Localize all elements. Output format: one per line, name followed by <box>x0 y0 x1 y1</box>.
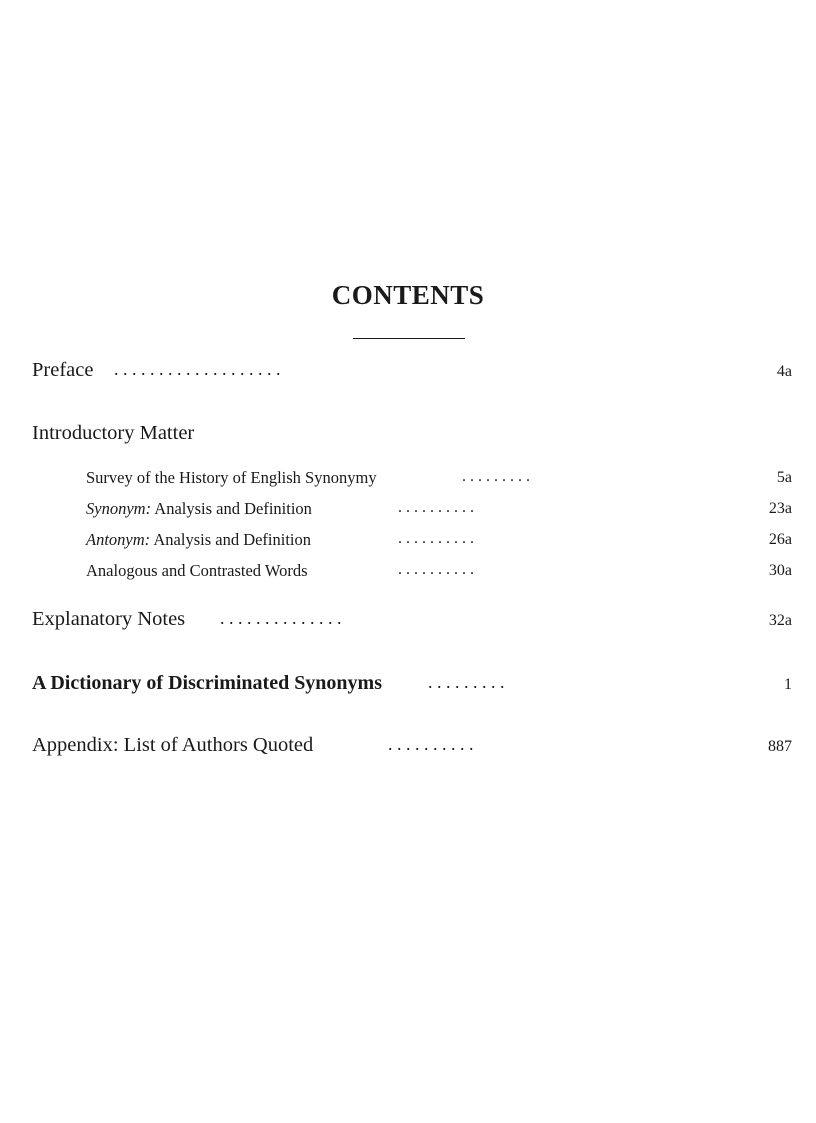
toc-entry-analogous[interactable] <box>86 557 792 585</box>
toc-entry-preface[interactable] <box>32 358 792 386</box>
toc-entry-dictionary[interactable] <box>32 671 792 699</box>
toc-entry-antonym[interactable] <box>86 526 792 554</box>
toc-label-rest: Analysis and Definition <box>151 499 312 518</box>
toc-heading-introductory: Introductory Matter <box>32 422 195 444</box>
toc-page-number: 30a <box>768 562 792 579</box>
toc-label: A Dictionary of Discriminated Synonyms <box>32 672 382 694</box>
toc-label: Survey of the History of English Synonymy <box>86 468 377 487</box>
leader-dots: . . . . . . . . . . <box>388 734 474 754</box>
toc-page-number: 5a <box>776 469 792 486</box>
toc-page-number: 26a <box>768 531 792 548</box>
toc-page-number: 887 <box>768 738 792 755</box>
leader-dots: . . . . . . . . . <box>462 468 530 485</box>
leader-dots: . . . . . . . . . . . . . . <box>220 608 342 628</box>
toc-label: Appendix: List of Authors Quoted <box>32 734 314 756</box>
toc-page-number: 23a <box>768 500 792 517</box>
toc-label-italic: Antonym: <box>86 530 151 549</box>
toc-entry-appendix[interactable] <box>32 733 792 761</box>
leader-dots: . . . . . . . . . . <box>398 499 474 516</box>
toc-label: Explanatory Notes <box>32 608 186 630</box>
toc-label-rest: Analysis and Definition <box>150 530 312 549</box>
toc-label-italic: Synonym: <box>86 499 152 518</box>
toc-entry-explanatory[interactable] <box>32 607 792 635</box>
leader-dots: . . . . . . . . . <box>428 672 505 692</box>
toc-page-number: 4a <box>776 363 792 380</box>
leader-dots: . . . . . . . . . . <box>398 561 474 578</box>
leader-dots: . . . . . . . . . . . . . . . . . . . <box>114 359 281 379</box>
toc-page-number: 1 <box>784 676 792 693</box>
toc-label <box>86 530 311 550</box>
toc-entry-survey[interactable] <box>86 464 792 492</box>
toc-entry-synonym[interactable] <box>86 495 792 523</box>
toc-page-number: 32a <box>768 612 792 629</box>
toc-label: Preface <box>32 359 94 381</box>
title-rule <box>353 338 465 339</box>
page-title: CONTENTS <box>331 280 485 310</box>
leader-dots: . . . . . . . . . . <box>398 530 474 547</box>
toc-label: Analogous and Contrasted Words <box>86 561 308 580</box>
toc-label <box>86 499 312 519</box>
